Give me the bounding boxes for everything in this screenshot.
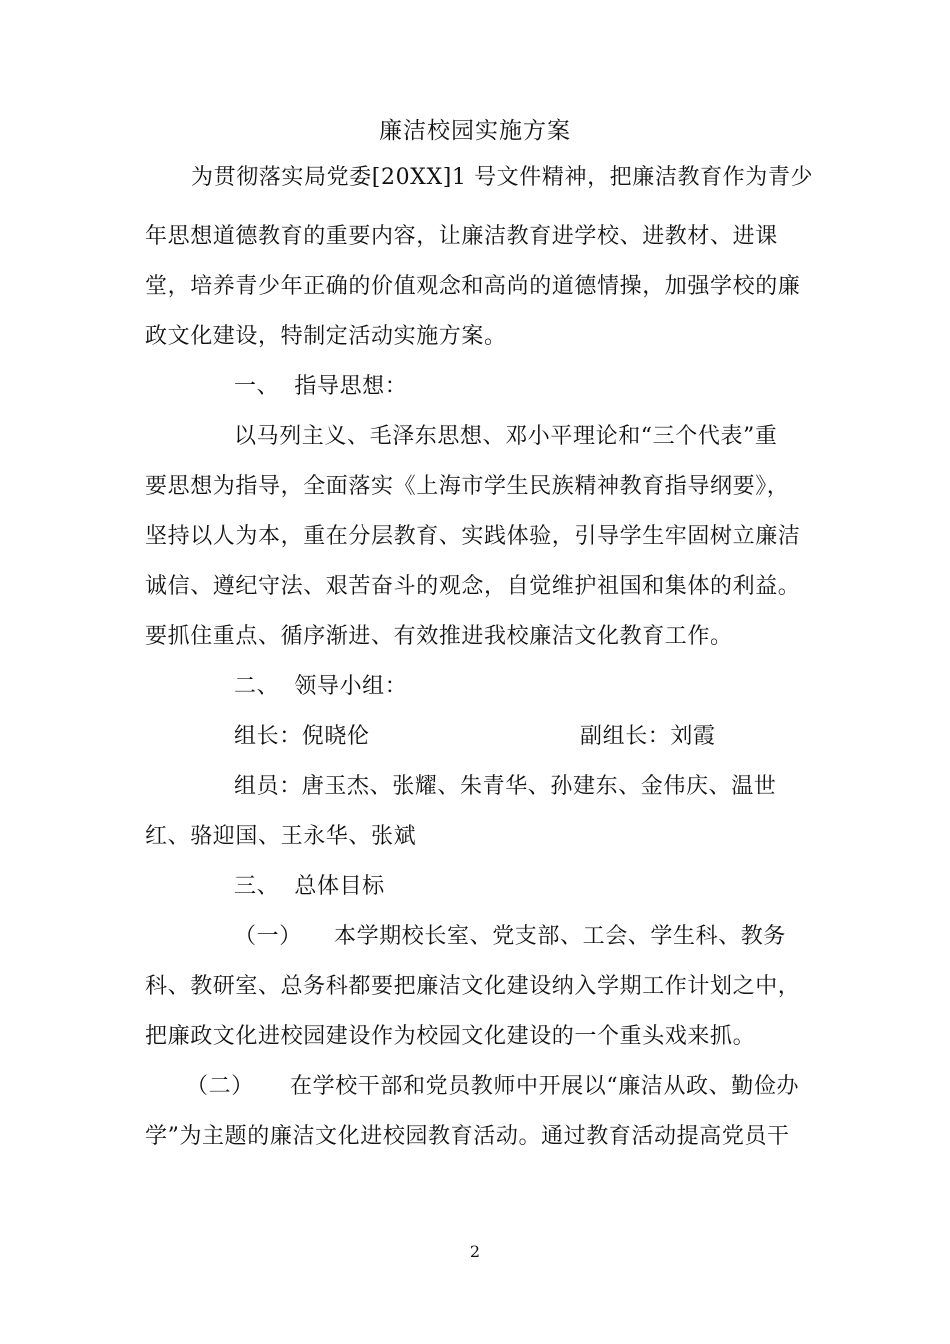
- guiding-line-4: 诚信、遵纪守法、艰苦奋斗的观念，自觉维护祖国和集体的利益。: [145, 574, 801, 599]
- goal-1-line-1: 本学期校长室、党支部、工会、学生科、教务: [334, 924, 787, 949]
- goal-1-line-2: 科、教研室、总务科都要把廉洁文化建设纳入学期工作计划之中，: [145, 974, 801, 999]
- intro-line-2: 年思想道德教育的重要内容，让廉洁教育进学校、进教材、进课: [145, 224, 778, 249]
- section-heading-guiding-thought: 一、 指导思想：: [234, 374, 408, 399]
- section-heading-leadership-group: 二、 领导小组：: [234, 674, 408, 699]
- intro-line-1: 为贯彻落实局党委[20XX]1 号文件精神，把廉洁教育作为青少: [191, 165, 814, 190]
- intro-line-4: 政文化建设，特制定活动实施方案。: [145, 324, 507, 349]
- page-number: 2: [469, 1242, 481, 1261]
- group-members-line-1: 组员：唐玉杰、张耀、朱青华、孙建东、金伟庆、温世: [234, 774, 777, 799]
- group-leader: 组长：倪晓伦: [234, 724, 370, 749]
- intro-line-3: 堂，培养青少年正确的价值观念和高尚的道德情操，加强学校的廉: [145, 274, 801, 299]
- goal-2-label: （二）: [186, 1074, 254, 1099]
- guiding-line-3: 坚持以人为本，重在分层教育、实践体验，引导学生牢固树立廉洁: [145, 524, 801, 549]
- goal-1-line-3: 把廉政文化进校园建设作为校园文化建设的一个重头戏来抓。: [145, 1024, 756, 1049]
- group-deputy-leader: 副组长：刘霞: [580, 724, 716, 749]
- goal-2-line-2: 学”为主题的廉洁文化进校园教育活动。通过教育活动提高党员干: [145, 1124, 790, 1149]
- guiding-line-5: 要抓住重点、循序渐进、有效推进我校廉洁文化教育工作。: [145, 624, 733, 649]
- goal-2-line-1: 在学校干部和党员教师中开展以“廉洁从政、勤俭办: [290, 1074, 800, 1099]
- group-members-line-2: 红、骆迎国、王永华、张斌: [145, 824, 417, 849]
- goal-1-label: （一）: [234, 924, 302, 949]
- section-heading-overall-goals: 三、 总体目标: [234, 874, 385, 899]
- document-title: 廉洁校园实施方案: [379, 118, 571, 144]
- guiding-line-1: 以马列主义、毛泽东思想、邓小平理论和“三个代表”重: [234, 424, 778, 449]
- guiding-line-2: 要思想为指导，全面落实《上海市学生民族精神教育指导纲要》，: [145, 474, 790, 499]
